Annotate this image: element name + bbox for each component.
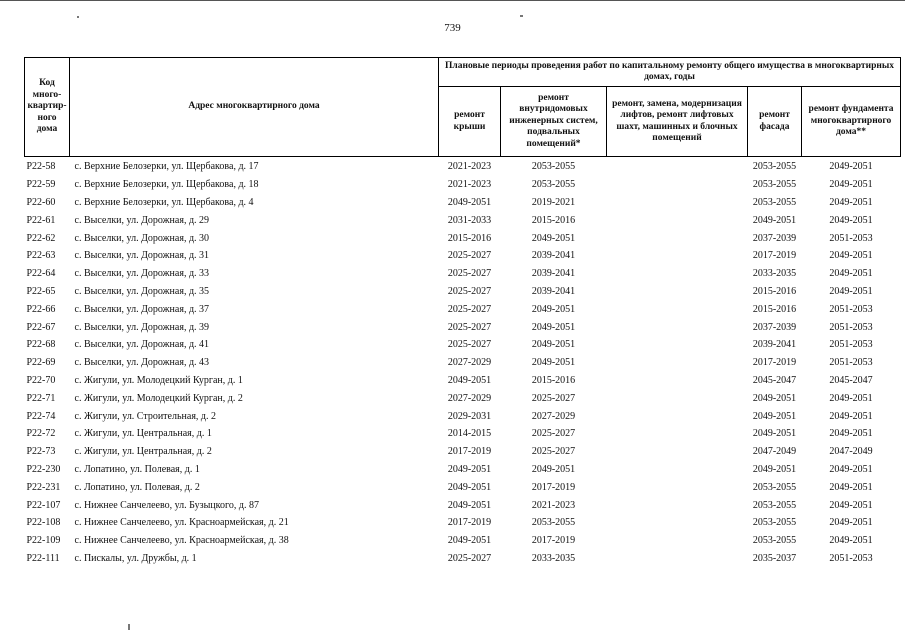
cell-foundation: 2049-2051 — [802, 157, 901, 176]
cell-systems: 2039-2041 — [531, 268, 576, 280]
cell-code: Р22-72 — [26, 428, 56, 440]
cell-elevators — [607, 211, 748, 229]
cell-code: Р22-66 — [26, 303, 56, 315]
cell-roof: 2049-2051 — [447, 535, 492, 547]
cell-systems: 2049-2051 — [531, 463, 576, 475]
cell-elevators — [607, 532, 748, 550]
cell-facade: 2053-2055 — [752, 535, 797, 547]
cell-code: Р22-70 — [26, 374, 56, 386]
cell-address: с. Выселки, ул. Дорожная, д. 31 — [74, 250, 210, 262]
cell-facade: 2053-2055 — [752, 179, 797, 191]
table-row — [25, 372, 901, 390]
cell-facade: 2033-2035 — [752, 268, 797, 280]
cell-elevators — [607, 443, 748, 461]
table-row — [25, 300, 901, 318]
cell-address: с. Выселки, ул. Дорожная, д. 43 — [74, 357, 210, 369]
cell-systems: 2015-2016 — [531, 214, 576, 226]
cell-systems: 2039-2041 — [531, 285, 576, 297]
cell-foundation: 2049-2051 — [829, 499, 873, 511]
cell-systems: 2049-2051 — [531, 321, 576, 333]
cell-code: Р22-67 — [26, 321, 56, 333]
cell-systems: 2017-2019 — [531, 535, 576, 547]
cell-address: с. Выселки, ул. Дорожная, д. 41 — [74, 339, 210, 351]
cell-facade: 2053-2055 — [748, 157, 802, 176]
cell-systems: 2021-2023 — [531, 499, 576, 511]
cell-foundation: 2049-2051 — [829, 285, 873, 297]
cell-facade: 2049-2051 — [752, 428, 797, 440]
cell-code: Р22-58 — [25, 157, 70, 176]
table-row — [25, 354, 901, 372]
table-row — [25, 461, 901, 479]
cell-elevators — [607, 550, 748, 568]
table-body — [25, 157, 901, 568]
scan-speck — [128, 624, 130, 630]
cell-code: Р22-60 — [26, 196, 56, 208]
cell-facade: 2015-2016 — [752, 303, 797, 315]
cell-address: с. Жигули, ул. Центральная, д. 2 — [74, 446, 212, 458]
cell-elevators — [607, 496, 748, 514]
cell-elevators — [607, 336, 748, 354]
cell-systems: 2039-2041 — [531, 250, 576, 262]
table-row — [25, 265, 901, 283]
cell-code: Р22-65 — [26, 285, 56, 297]
cell-elevators — [607, 372, 748, 390]
cell-elevators — [607, 514, 748, 532]
cell-code: Р22-111 — [26, 552, 60, 564]
cell-code: Р22-231 — [26, 481, 61, 493]
cell-roof: 2017-2019 — [447, 446, 492, 458]
cell-roof: 2015-2016 — [447, 232, 492, 244]
cell-systems: 2053-2055 — [531, 179, 576, 191]
cell-facade: 2017-2019 — [752, 250, 797, 262]
cell-facade: 2049-2051 — [752, 392, 797, 404]
table-row — [25, 496, 901, 514]
header-roof: ремонт крыши — [439, 87, 501, 157]
cell-roof: 2049-2051 — [447, 499, 492, 511]
table-row — [25, 425, 901, 443]
cell-roof: 2014-2015 — [447, 428, 492, 440]
cell-foundation: 2049-2051 — [829, 214, 873, 226]
header-facade: ремонт фасада — [748, 87, 802, 157]
cell-elevators — [607, 425, 748, 443]
cell-foundation: 2049-2051 — [829, 196, 873, 208]
cell-elevators — [607, 283, 748, 301]
cell-elevators — [607, 461, 748, 479]
cell-systems: 2049-2051 — [531, 339, 576, 351]
table-header — [25, 58, 901, 157]
cell-roof: 2025-2027 — [447, 303, 492, 315]
cell-address: с. Лопатино, ул. Полевая, д. 2 — [74, 481, 200, 493]
header-foundation: ремонт фундамента многоквартирного дома** — [802, 87, 901, 157]
cell-foundation: 2047-2049 — [829, 446, 873, 458]
table-row — [25, 229, 901, 247]
cell-address: с. Нижнее Санчелеево, ул. Бузыцкого, д. 87 — [74, 499, 259, 511]
scan-speck — [520, 15, 523, 17]
cell-systems: 2025-2027 — [531, 428, 576, 440]
cell-roof: 2025-2027 — [447, 321, 492, 333]
cell-foundation: 2049-2051 — [829, 179, 873, 191]
cell-systems: 2049-2051 — [531, 357, 576, 369]
cell-address: с. Пискалы, ул. Дружбы, д. 1 — [74, 552, 197, 564]
table-row — [25, 478, 901, 496]
cell-foundation: 2049-2051 — [829, 268, 873, 280]
cell-systems: 2049-2051 — [531, 232, 576, 244]
cell-address: с. Нижнее Санчелеево, ул. Красноармейская, д. 21 — [74, 517, 289, 529]
cell-foundation: 2051-2053 — [829, 321, 873, 333]
cell-code: Р22-107 — [26, 499, 61, 511]
cell-systems: 2053-2055 — [501, 157, 607, 176]
table-row — [25, 157, 901, 176]
cell-roof: 2021-2023 — [439, 157, 501, 176]
cell-address: с. Нижнее Санчелеево, ул. Красноармейская, д. 38 — [74, 535, 289, 547]
cell-address: с. Выселки, ул. Дорожная, д. 35 — [74, 285, 210, 297]
cell-foundation: 2049-2051 — [829, 428, 873, 440]
table-row — [25, 211, 901, 229]
cell-elevators — [607, 354, 748, 372]
cell-roof: 2031-2033 — [447, 214, 492, 226]
cell-code: Р22-68 — [26, 339, 56, 351]
cell-elevators — [607, 478, 748, 496]
cell-facade: 2053-2055 — [752, 481, 797, 493]
cell-facade: 2035-2037 — [752, 552, 797, 564]
cell-code: Р22-108 — [26, 517, 61, 529]
top-rule — [0, 0, 905, 1]
cell-address: с. Выселки, ул. Дорожная, д. 30 — [74, 232, 210, 244]
cell-facade: 2049-2051 — [752, 214, 797, 226]
cell-facade: 2017-2019 — [752, 357, 797, 369]
cell-systems: 2019-2021 — [531, 196, 576, 208]
cell-address: с. Верхние Белозерки, ул. Щербакова, д. 4 — [74, 196, 254, 208]
cell-elevators — [607, 407, 748, 425]
cell-elevators — [607, 318, 748, 336]
cell-address: с. Выселки, ул. Дорожная, д. 29 — [74, 214, 210, 226]
cell-facade: 2049-2051 — [752, 463, 797, 475]
cell-systems: 2027-2029 — [531, 410, 576, 422]
cell-roof: 2027-2029 — [447, 357, 492, 369]
cell-systems: 2025-2027 — [531, 446, 576, 458]
table-row — [25, 532, 901, 550]
cell-roof: 2049-2051 — [447, 481, 492, 493]
cell-systems: 2053-2055 — [531, 517, 576, 529]
table-row — [25, 318, 901, 336]
cell-facade: 2039-2041 — [752, 339, 797, 351]
cell-roof: 2049-2051 — [447, 463, 492, 475]
cell-foundation: 2051-2053 — [829, 552, 873, 564]
cell-elevators — [607, 300, 748, 318]
cell-elevators — [607, 247, 748, 265]
cell-address: с. Лопатино, ул. Полевая, д. 1 — [74, 463, 200, 475]
header-systems: ремонт внутридомовых инженерных систем, подвальных помещений* — [501, 87, 607, 157]
cell-elevators — [607, 229, 748, 247]
cell-systems: 2049-2051 — [531, 303, 576, 315]
table-row — [25, 443, 901, 461]
header-address: Адрес многоквартирного дома — [70, 58, 439, 157]
cell-roof: 2025-2027 — [447, 268, 492, 280]
cell-foundation: 2049-2051 — [829, 463, 873, 475]
cell-address: с. Верхние Белозерки, ул. Щербакова, д. 18 — [74, 179, 259, 191]
cell-roof: 2049-2051 — [447, 196, 492, 208]
header-elevators: ремонт, замена, модернизация лифтов, ремонт лифтовых шахт, машинных и блочных помещений — [607, 87, 748, 157]
cell-foundation: 2049-2051 — [829, 250, 873, 262]
cell-address: с. Жигули, ул. Молодецкий Курган, д. 2 — [74, 392, 243, 404]
cell-foundation: 2045-2047 — [829, 374, 873, 386]
cell-address: с. Жигули, ул. Центральная, д. 1 — [74, 428, 212, 440]
cell-foundation: 2051-2053 — [829, 339, 873, 351]
cell-roof: 2025-2027 — [447, 285, 492, 297]
cell-address: с. Выселки, ул. Дорожная, д. 39 — [74, 321, 210, 333]
cell-code: Р22-74 — [26, 410, 56, 422]
cell-code: Р22-73 — [26, 446, 56, 458]
cell-roof: 2025-2027 — [447, 339, 492, 351]
cell-facade: 2037-2039 — [752, 321, 797, 333]
cell-foundation: 2049-2051 — [829, 392, 873, 404]
cell-roof: 2017-2019 — [447, 517, 492, 529]
cell-systems: 2017-2019 — [531, 481, 576, 493]
cell-code: Р22-63 — [26, 250, 56, 262]
header-code: Код много-квартир-ного дома — [25, 58, 70, 157]
cell-facade: 2045-2047 — [752, 374, 797, 386]
cell-facade: 2015-2016 — [752, 285, 797, 297]
cell-address: с. Верхние Белозерки, ул. Щербакова, д. 17 — [70, 157, 439, 176]
cell-roof: 2029-2031 — [447, 410, 492, 422]
cell-systems: 2033-2035 — [531, 552, 576, 564]
cell-foundation: 2049-2051 — [829, 535, 873, 547]
cell-address: с. Выселки, ул. Дорожная, д. 37 — [74, 303, 210, 315]
table-row — [25, 407, 901, 425]
table-row — [25, 247, 901, 265]
capital-repair-table — [24, 57, 901, 567]
cell-code: Р22-71 — [26, 392, 56, 404]
cell-code: Р22-109 — [26, 535, 61, 547]
cell-code: Р22-64 — [26, 268, 56, 280]
cell-elevators — [607, 157, 748, 176]
table-row — [25, 283, 901, 301]
cell-address: с. Выселки, ул. Дорожная, д. 33 — [74, 268, 210, 280]
cell-code: Р22-230 — [26, 463, 61, 475]
cell-foundation: 2051-2053 — [829, 232, 873, 244]
cell-facade: 2037-2039 — [752, 232, 797, 244]
cell-facade: 2053-2055 — [752, 196, 797, 208]
cell-systems: 2015-2016 — [531, 374, 576, 386]
header-periods-group: Плановые периоды проведения работ по капитальному ремонту общего имущества в многоквартирных домах, годы — [439, 58, 901, 87]
page-number: 739 — [444, 22, 461, 34]
cell-roof: 2025-2027 — [447, 552, 492, 564]
table-row — [25, 514, 901, 532]
cell-facade: 2049-2051 — [752, 410, 797, 422]
cell-foundation: 2049-2051 — [829, 481, 873, 493]
table-row — [25, 194, 901, 212]
cell-elevators — [607, 194, 748, 212]
cell-systems: 2025-2027 — [531, 392, 576, 404]
cell-code: Р22-59 — [26, 179, 56, 191]
table-row — [25, 336, 901, 354]
table-row — [25, 176, 901, 194]
cell-facade: 2053-2055 — [752, 499, 797, 511]
cell-facade: 2053-2055 — [752, 517, 797, 529]
cell-code: Р22-61 — [26, 214, 56, 226]
cell-roof: 2049-2051 — [447, 374, 492, 386]
cell-roof: 2025-2027 — [447, 250, 492, 262]
cell-address: с. Жигули, ул. Молодецкий Курган, д. 1 — [74, 374, 243, 386]
cell-elevators — [607, 265, 748, 283]
cell-address: с. Жигули, ул. Строительная, д. 2 — [74, 410, 217, 422]
cell-foundation: 2051-2053 — [829, 357, 873, 369]
cell-foundation: 2049-2051 — [829, 410, 873, 422]
cell-facade: 2047-2049 — [752, 446, 797, 458]
cell-foundation: 2051-2053 — [829, 303, 873, 315]
cell-code: Р22-69 — [26, 357, 56, 369]
cell-code: Р22-62 — [26, 232, 56, 244]
table-row — [25, 389, 901, 407]
cell-roof: 2021-2023 — [447, 179, 492, 191]
cell-foundation: 2049-2051 — [829, 517, 873, 529]
cell-elevators — [607, 176, 748, 194]
scan-speck — [77, 16, 79, 18]
table-row — [25, 550, 901, 568]
cell-roof: 2027-2029 — [447, 392, 492, 404]
cell-elevators — [607, 389, 748, 407]
